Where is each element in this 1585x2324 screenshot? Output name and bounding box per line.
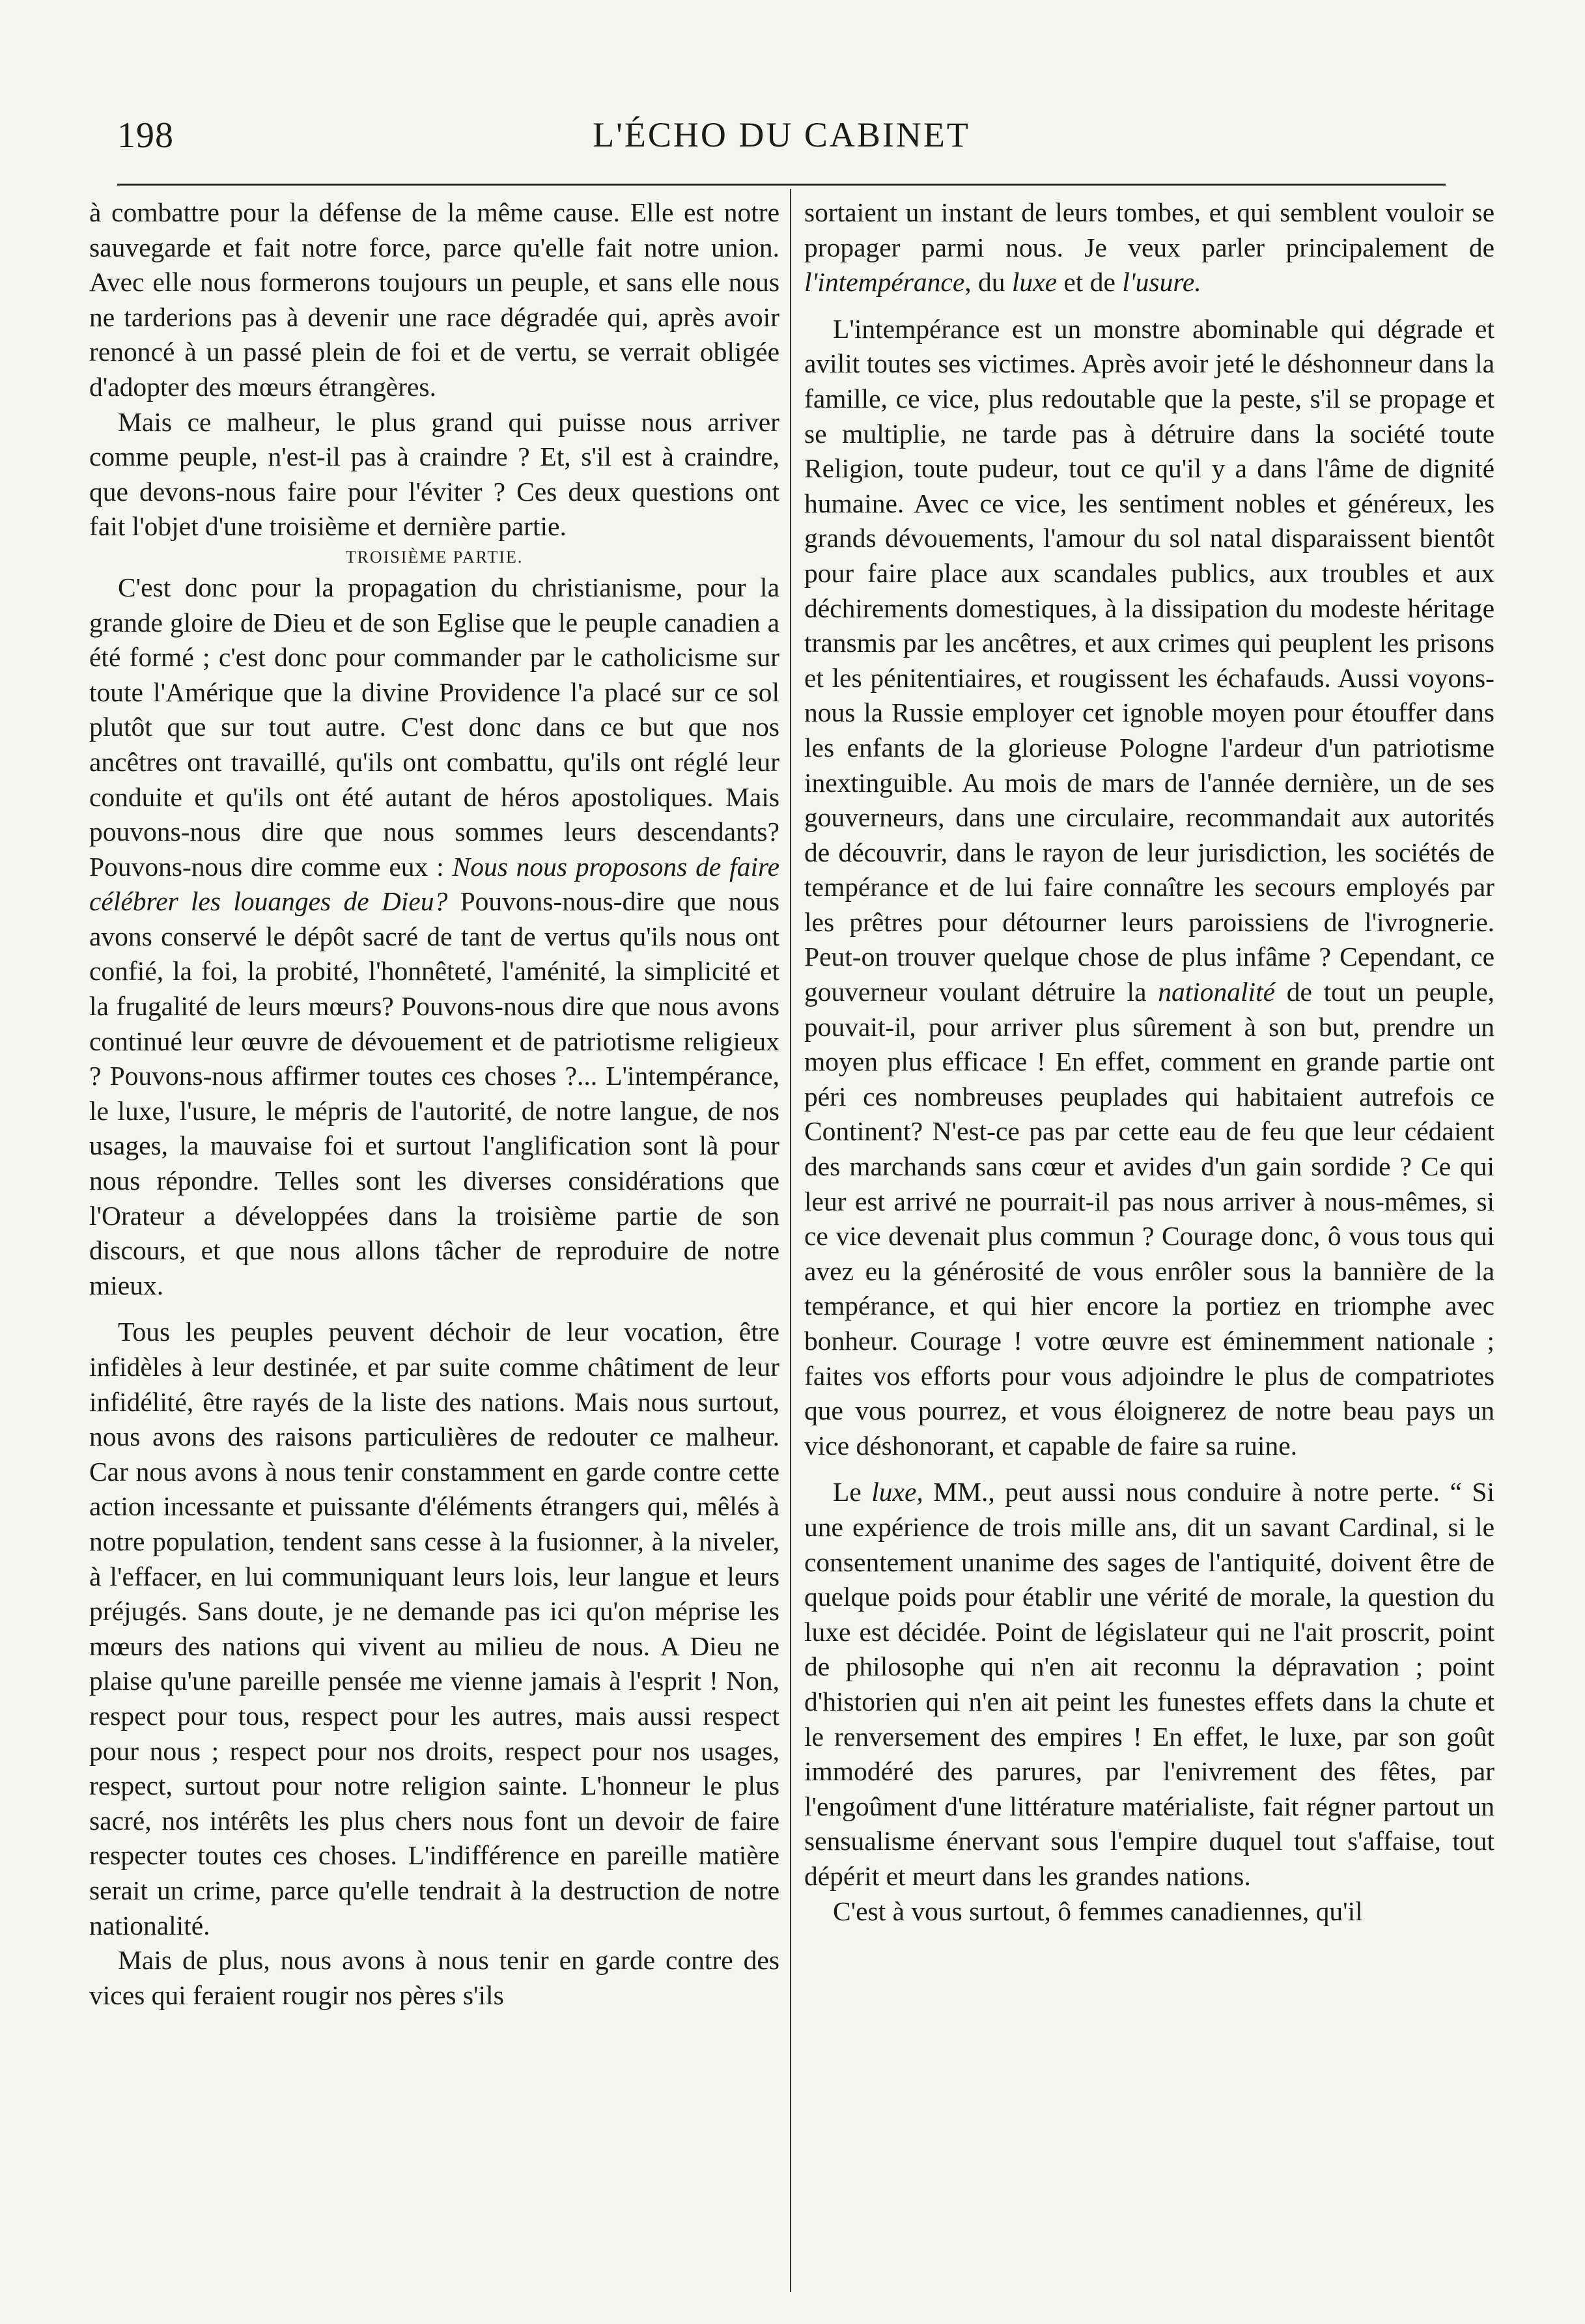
left-paragraph-1: à combattre pour la défense de la même cause. Elle est notre sauvegarde et fait notre force, parce qu'elle fait notre union. Avec elle nous formerons toujours un peuple, et sans elle nous ne tarderions pas à devenir une race dégradée qui, après avoir renoncé à un passé plein de foi et de vertu, se verrait obligée d'adopter des mœurs étrangères. [89, 197, 779, 402]
left-paragraph-5: Mais de plus, nous avons à nous tenir en garde contre des vices qui feraient rougir nos pères s'ils [89, 1945, 779, 2010]
italic-quote: Nous nous proposons de faire célébrer les louanges de Dieu? [89, 851, 779, 917]
right-paragraph-3 [804, 1475, 1494, 1894]
left-column [89, 195, 779, 2299]
text-run: Pouvons-nous-dire que nous avons conservé le dépôt sacré de tant de vertus qu'ils nous ont confié, la foi, la probité, l'honnêteté, l'aménité, la simplicité et la frugalité de leurs mœurs? Pouvons-nous dire que nous avons continué leur œuvre de dévouement et de patriotisme religieux ? Pouvons-nous affirmer toutes ces choses ?... L'intempérance, le luxe, l'usure, le mépris de l'autorité, de notre langue, de nos usages, la mauvaise foi et surtout l'anglification sont là pour nous répondre. Telles sont les diverses considérations que l'Orateur a développées dans la troisième partie de son discours, et que nous allons tâcher de reproduire de notre mieux. [89, 886, 779, 1300]
header-rule [117, 184, 1446, 186]
section-heading: TROISIÈME PARTIE. [345, 547, 524, 567]
paragraph-spacer [804, 300, 1494, 312]
italic-term: l'usure. [1122, 267, 1201, 298]
text-run: Le [833, 1477, 862, 1507]
text-run: de tout un peuple, pouvait-il, pour arriver plus sûrement à son but, prendre un moyen plus efficace ! En effet, comment en grande partie ont péri ces nombreuses peuplades qui habitaient autrefois ce Continent? N'est-ce pas par cette eau de feu que leur cédaient des marchands sans cœur et avides d'un gain sordide ? Ce qui leur est arrivé ne pourrait-il pas nous arriver à nous-mêmes, si ce vice devenait plus commun ? Courage donc, ô vous tous qui avez eu la générosité de vous enrôler sous la bannière de la tempérance, et qui hier encore la portiez en triomphe avec bonheur. Courage ! votre œuvre est éminemment nationale ; faites vos efforts pour vous adjoindre le plus de compatriotes que vous pourrez, et vous éloignerez de notre beau pays un vice déshonorant, et capable de faire sa ruine. [804, 977, 1494, 1461]
right-paragraph-2 [804, 312, 1494, 1464]
italic-term: luxe, [871, 1477, 923, 1507]
left-paragraph-2: Mais ce malheur, le plus grand qui puisse nous arriver comme peuple, n'est-il pas à craindre ? Et, s'il est à craindre, que devons-nous faire pour l'éviter ? Ces deux questions ont fait l'objet d'une troisième et dernière partie. [89, 406, 779, 542]
page-number: 198 [117, 115, 174, 156]
text-run: sortaient un instant de leurs tombes, et qui semblent vouloir se propager parmi nous. Je veux parler principalement de [804, 197, 1494, 262]
italic-term: nationalité [1158, 977, 1276, 1007]
italic-term: luxe [1011, 267, 1058, 298]
text-run: C'est donc pour la propagation du christianisme, pour la grande gloire de Dieu et de son Eglise que le peuple canadien a été formé ; c'est donc pour commander par le catholicisme sur toute l'Amérique que la divine Providence l'a placé sur ce sol plutôt que sur tout autre. C'est donc dans ce but que nos ancêtres ont travaillé, qu'ils ont combattu, qu'ils ont réglé leur conduite et qu'ils ont été autant de héros apostoliques. Mais pouvons-nous dire que nous sommes leurs descendants? Pouvons-nous dire comme eux : [89, 572, 779, 882]
paragraph-spacer [89, 1303, 779, 1315]
column-divider [790, 189, 791, 2292]
italic-term: l'intempérance [804, 267, 965, 298]
left-paragraph-4: Tous les peuples peuvent déchoir de leur vocation, être infidèles à leur destinée, et par suite comme châtiment de leur infidélité, être rayés de la liste des nations. Mais nous surtout, nous avons des raisons particulières de redouter ce malheur. Car nous avons à nous tenir constamment en garde contre cette action incessante et puissante d'éléments étrangers qui, mêlés à notre population, tendent sans cesse à la fusionner, à la niveler, à l'effacer, en lui communiquant leurs lois, leur langue et leurs préjugés. Sans doute, je ne demande pas ici qu'on méprise les mœurs des nations qui vivent au milieu de nous. A Dieu ne plaise qu'une pareille pensée me vienne jamais à l'esprit ! Non, respect pour tous, respect pour les autres, mais aussi respect pour nous ; respect pour nos droits, respect pour nos usages, respect, surtout pour notre religion sainte. L'honneur le plus sacré, nos intérêts les plus chers nous font un devoir de faire respecter toutes ces choses. L'indifférence en pareille matière serait un crime, parce qu'elle tendrait à la destruction de notre nationalité. [89, 1317, 779, 1940]
right-paragraph-4: C'est à vous surtout, ô femmes canadiennes, qu'il [833, 1896, 1363, 1926]
paragraph-spacer [804, 1463, 1494, 1475]
text-run: , du [964, 267, 1005, 298]
text-run: L'intempérance est un monstre abominable qui dégrade et avilit toutes ses victimes. Après avoir jeté le déshonneur dans la famille, ce vice, plus redoutable que la peste, s'il se propage et se multiplie, ne tarde pas à détruire dans la société toute Religion, toute pudeur, tout ce qu'il y a dans l'âme de dignité humaine. Avec ce vice, les sentiment nobles et généreux, les grands dévouements, l'amour du sol natal disparaissent bientôt pour faire place aux scandales publics, aux troubles et aux déchirements domestiques, à la dissipation du modeste héritage transmis par les ancêtres, et aux crimes qui peuplent les prisons et les pénitentiaires, et rougissent les échafauds. Aussi voyons-nous la Russie employer cet ignoble moyen pour étouffer dans les enfants de la glorieuse Pologne l'ardeur d'un patriotisme inextinguible. Au mois de mars de l'année dernière, un de ses gouverneurs, dans une circulaire, recommandait aux autorités de découvrir, dans le rayon de leur jurisdiction, les sociétés de tempérance et de lui faire connaître les secours employés par les prêtres pour détourner leurs paroissiens de l'ivrognerie. Peut-on trouver quelque chose de plus infâme ? Cependant, ce gouverneur voulant détruire la [804, 313, 1494, 1007]
text-run: et de [1063, 267, 1115, 298]
right-paragraph-1 [804, 195, 1494, 300]
page-header [117, 111, 1446, 169]
running-title: L'ÉCHO DU CABINET [593, 115, 970, 154]
left-paragraph-3 [89, 570, 779, 1303]
right-column [804, 195, 1494, 2299]
text-run: MM., peut aussi nous conduire à notre perte. “ Si une expérience de trois mille ans, dit un savant Cardinal, si le consentement unanime des sages de l'antiquité, doivent être de quelque poids pour établir une vérité de morale, la question du luxe est décidée. Point de législateur qui ne l'ait proscrit, point de philosophe qui n'en ait reconnu la dépravation ; point d'historien qui n'en ait peint les funestes effets dans la chute et le renversement des empires ! En effet, le luxe, par son goût immodéré des parures, par l'enivrement des fêtes, par l'engoûment d'une littérature matérialiste, fait régner partout un sensualisme énervant sous l'empire duquel tout s'affaise, tout dépérit et meurt dans les grandes nations. [804, 1477, 1494, 1891]
